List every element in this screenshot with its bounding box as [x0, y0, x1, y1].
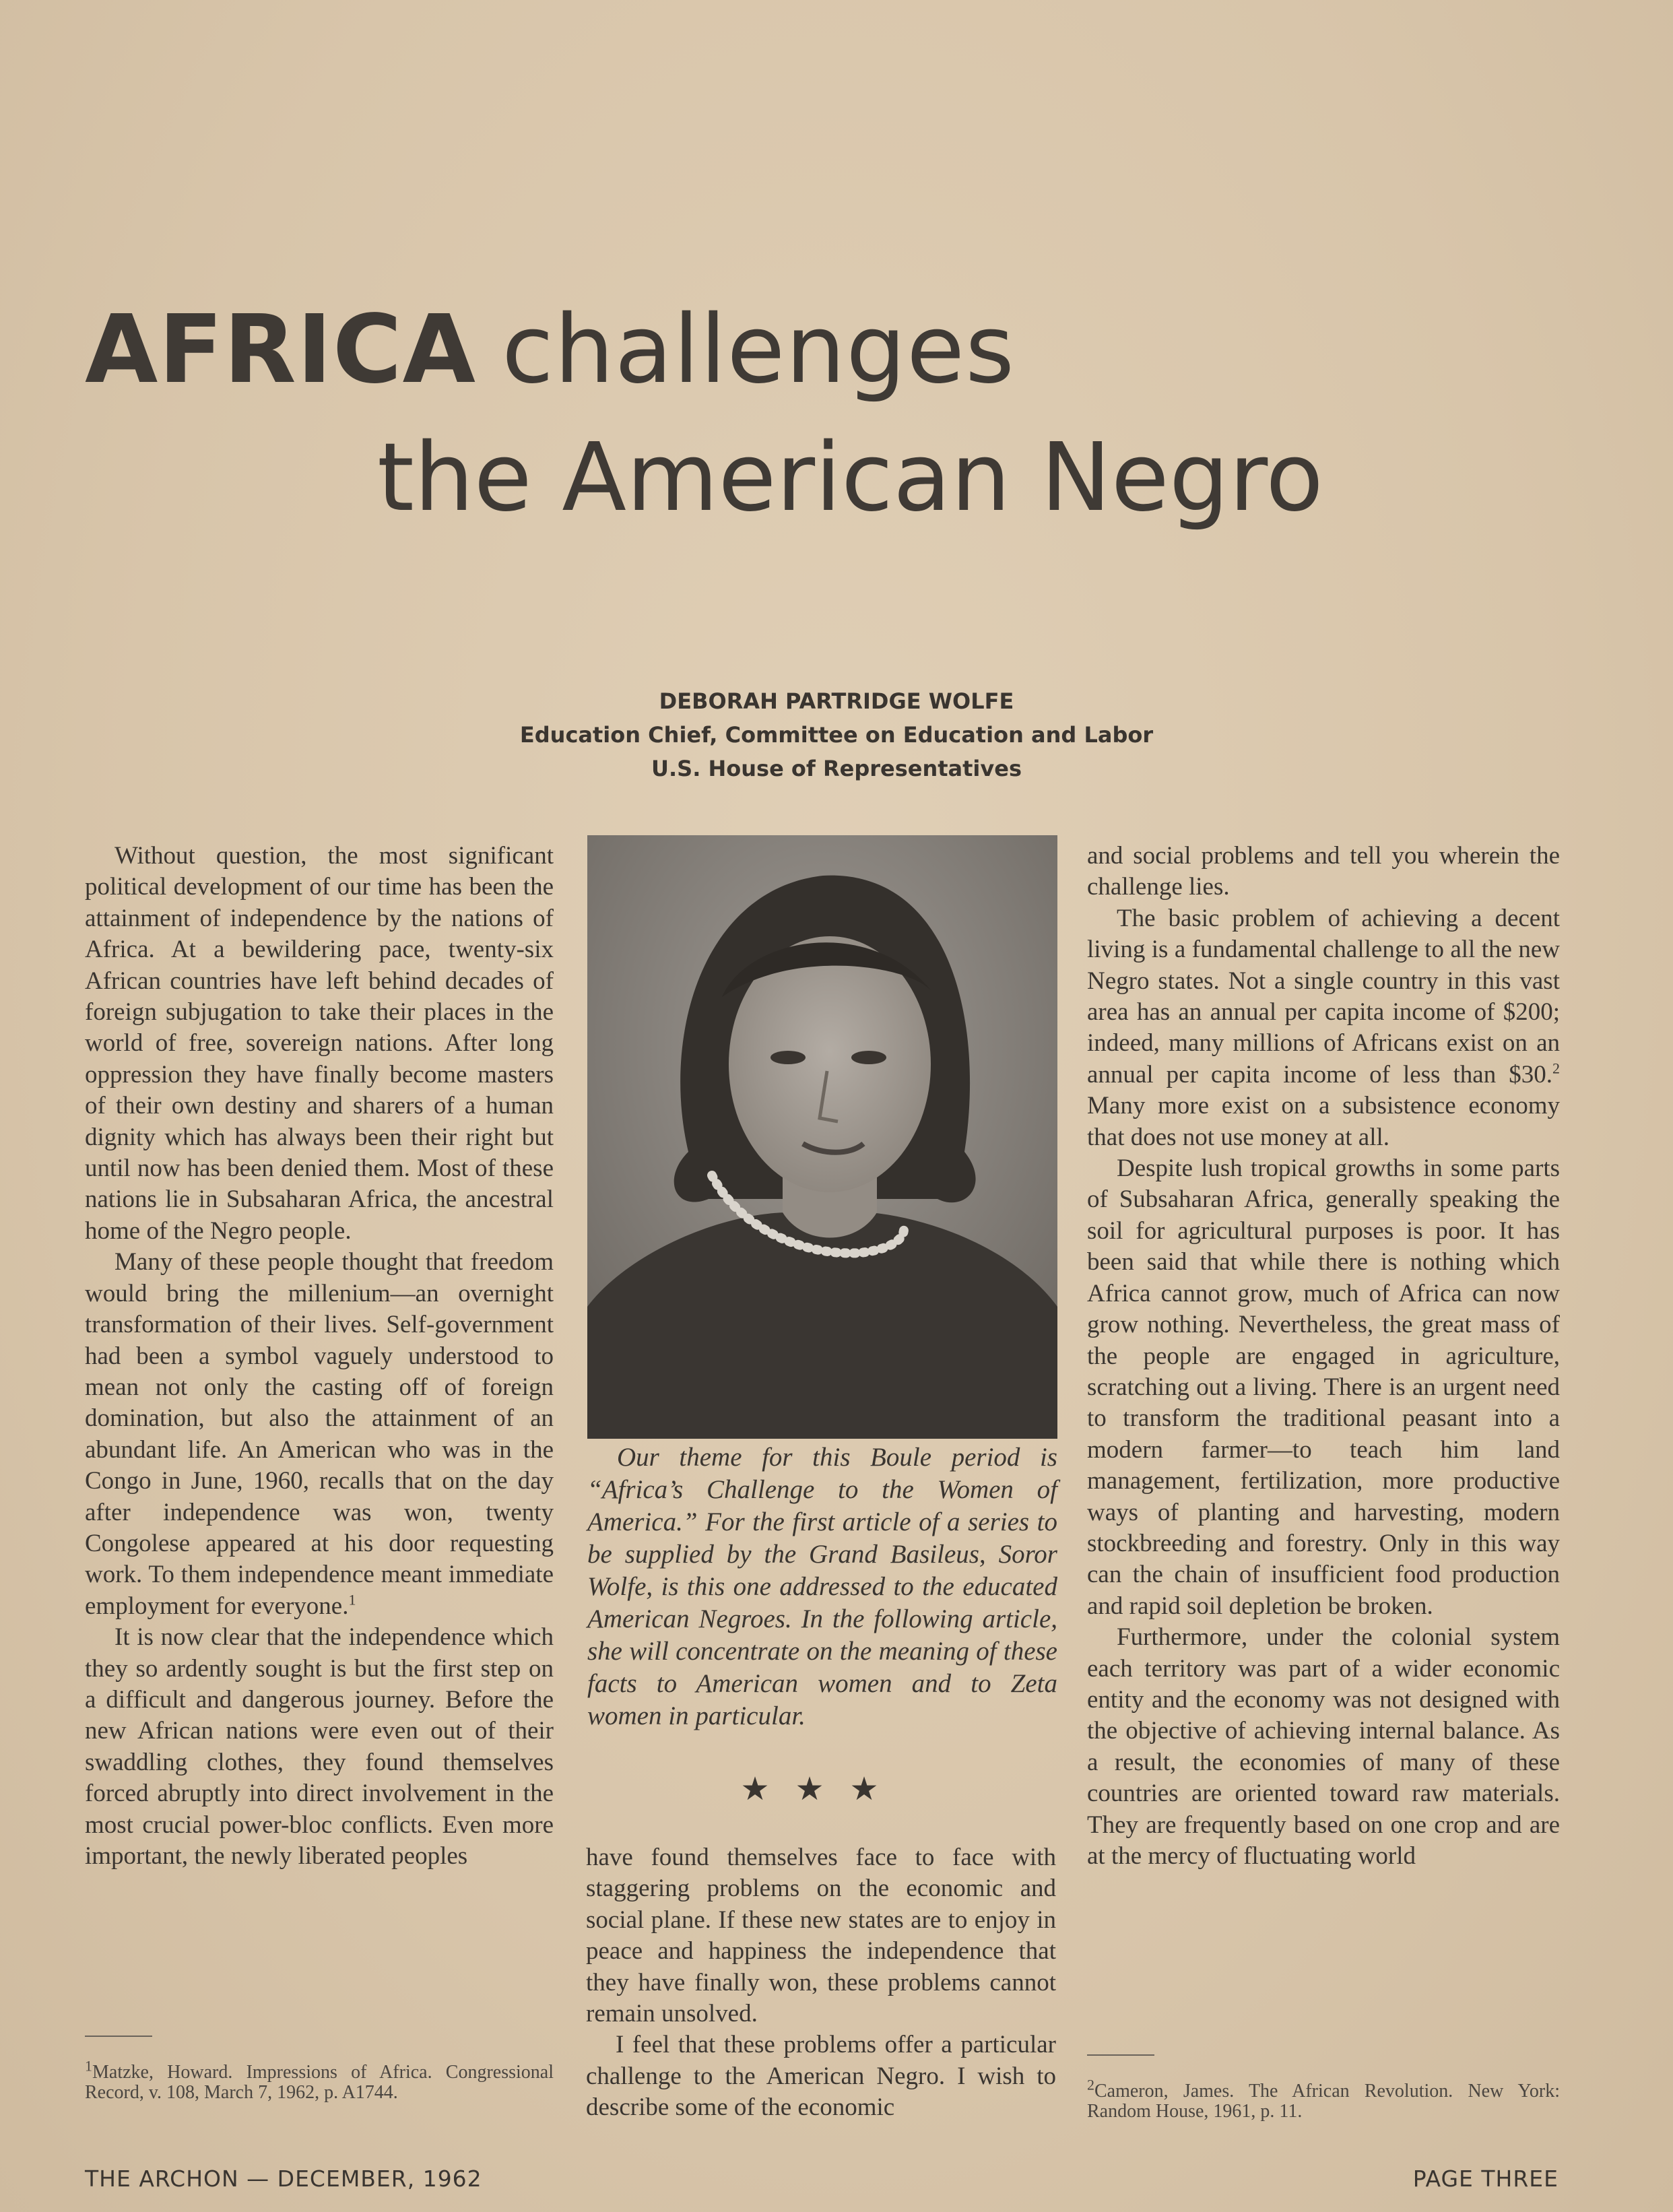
paragraph-text: Many of these people thought that freedom would bring the millenium—an overnight transformation of their lives. Self-government had been a symbol vaguely understood to mean not only the casting off of foreign domination, but also the attainment of an abundant life. An American who was in the Congo in June, 1960, recalls that on the day after independence was won, twenty Congolese appeared at his door requesting work. To them independence meant immediate employment for everyone.	[85, 1248, 554, 1620]
left-column	[85, 841, 554, 1872]
footer-publication: THE ARCHON — DECEMBER, 1962	[85, 2166, 482, 2192]
footnote-1	[85, 2057, 554, 2103]
section-stars-divider: ★★★	[740, 1770, 905, 1808]
paragraph: Without question, the most significant political development of our time has been the attainment of independence by the nations of Africa. At a bewildering pace, twenty-six African countries have left behind decades of foreign subjugation to take their places in the world of free, sovereign nations. After long oppression they have finally become masters of their own destiny and sharers of a human dignity which has always been their right but until now has been denied them. Most of these nations lie in Subsaharan Africa, the ancestral home of the Negro people.	[85, 842, 554, 1245]
footnote-text: Matzke, Howard. Impressions of Africa. Congressional Record, v. 108, March 7, 1962, p. A1744.	[85, 2062, 554, 2103]
paragraph-text: The basic problem of achieving a decent living is a fundamental challenge to all the new Negro states. Not a single country in this vast area has an annual per capita income of $200; indeed, many millions of Africans exist on an annual per capita income of less than $30.	[1087, 904, 1560, 1088]
byline	[0, 684, 1673, 785]
paragraph: and social problems and tell you wherein the challenge lies.	[1087, 842, 1560, 901]
title-africa: AFRICA	[85, 295, 476, 405]
middle-column	[586, 1842, 1056, 2124]
title-challenges: challenges	[501, 295, 1016, 405]
footnote-rule	[85, 2036, 152, 2037]
paragraph-text: Many more exist on a subsistence economy that does not use money at all.	[1087, 1092, 1560, 1151]
author-name: DEBORAH PARTRIDGE WOLFE	[659, 688, 1014, 714]
article-title-line-2: the American Negro	[377, 423, 1323, 533]
footnote-text: Cameron, James. The African Revolution. New York: Random House, 1961, p. 11.	[1087, 2081, 1560, 2122]
footnote-mark: 1	[85, 2057, 92, 2075]
paragraph	[1087, 903, 1560, 1153]
paragraph	[85, 1247, 554, 1622]
right-column	[1087, 841, 1560, 1872]
paragraph: It is now clear that the independence which they so ardently sought is but the first step on a difficult and dangerous journey. Before the new African nations were even out of their swaddling clothes, they found themselves forced abruptly into direct involvement in the most crucial power-bloc conflicts. Even more important, the newly liberated peoples	[85, 1623, 554, 1870]
paragraph: Despite lush tropical growths in some parts of Subsaharan Africa, generally speaking the soil for agricultural purposes is poor. It has been said that while there is nothing which Africa cannot grow, much of Africa can now grow nothing. Nevertheless, the great mass of the people are engaged in agriculture, scratching out a living. There is an urgent need to transform the traditional peasant into a modern farmer—to teach him land management, fertilization, more productive ways of planting and harvesting, modern stockbreeding and forestry. Only in this way can the chain of insufficient food production and rapid soil depletion be broken.	[1087, 1154, 1560, 1620]
author-position: Education Chief, Committee on Education and Labor	[519, 722, 1154, 748]
footnote-ref: 1	[348, 1591, 356, 1608]
footnote-ref: 2	[1552, 1060, 1560, 1077]
photo-caption	[587, 1441, 1057, 1732]
portrait-image	[587, 835, 1057, 1439]
paragraph: have found themselves face to face with staggering problems on the economic and social plane. If these new states are to enjoy in peace and happiness the independence that they have finally won, these problems cannot remain unsolved.	[586, 1844, 1056, 2028]
article-title-line-1	[85, 295, 1016, 405]
footer-page-number: PAGE THREE	[1412, 2166, 1559, 2192]
footnote-mark: 2	[1087, 2076, 1094, 2093]
paragraph: Furthermore, under the colonial system each territory was part of a wider economic entity and the economy was not designed with the objective of achieving internal balance. As a result, the economies of many of these countries are oriented toward raw materials. They are frequently based on one crop and are at the mercy of fluctuating world	[1087, 1623, 1560, 1870]
footnote-2	[1087, 2076, 1560, 2122]
caption-text: Our theme for this Boule period is “Africa’s Challenge to the Women of America.” For the first article of a series to be supplied by the Grand Basileus, Soror Wolfe, is this one addressed to the educated American Negroes. In the following article, she will concentrate on the meaning of these facts to American women and to Zeta women in particular.	[587, 1443, 1057, 1730]
footnote-rule	[1087, 2054, 1154, 2056]
paragraph: I feel that these problems offer a particular challenge to the American Negro. I wish to describe some of the economic	[586, 2031, 1056, 2122]
author-organization: U.S. House of Representatives	[651, 756, 1022, 781]
author-portrait-photo	[587, 835, 1057, 1439]
